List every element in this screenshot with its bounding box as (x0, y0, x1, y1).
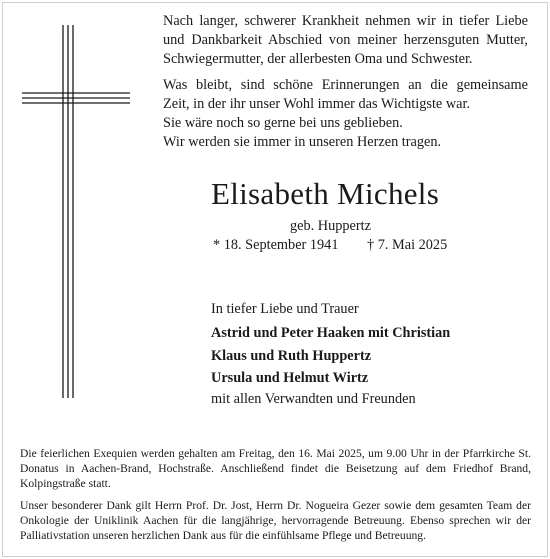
family-member: Astrid und Peter Haaken mit Christian (211, 325, 451, 341)
thanks-note: Unser besonderer Dank gilt Herrn Prof. Dr. Jost, Herrn Dr. Nogueira Gezer sowie dem gesamten Team der Onkologie der Uniklinik Aachen für die langjährige, hervorragende Betreuung. Ebenso sprechen wir der Palliativstation unseren herzlichen Dank aus für die einfühlsame Pflege und Betreuung. (20, 499, 531, 542)
cross-icon (0, 0, 160, 440)
birth-name: geb. Huppertz (290, 218, 371, 234)
other-mourners: mit allen Verwandten und Freunden (211, 391, 416, 407)
intro-line: Zeit, in der ihr unser Wohl immer das Wichtigste war. (163, 96, 471, 112)
intro-line: Nach langer, schwerer Krankheit nehmen wir in tiefer Liebe (163, 13, 528, 29)
family-member: Ursula und Helmut Wirtz (211, 370, 369, 386)
intro-text (163, 12, 528, 152)
birth-date: * 18. September 1941 (213, 237, 339, 253)
death-date: † 7. Mai 2025 (367, 237, 448, 253)
intro-line: und Dankbarkeit Abschied von meiner herzensguten Mutter, (163, 32, 528, 48)
intro-line: Schwiegermutter, der allerbesten Oma und Schwester. (163, 51, 473, 67)
mourners-intro: In tiefer Liebe und Trauer (211, 301, 359, 317)
deceased-name: Elisabeth Michels (211, 176, 440, 211)
intro-line: Sie wäre noch so gerne bei uns geblieben. (163, 115, 403, 131)
intro-line: Wir werden sie immer in unseren Herzen tragen. (163, 134, 442, 150)
family-member: Klaus und Ruth Huppertz (211, 348, 372, 364)
intro-line: Was bleibt, sind schöne Erinnerungen an die gemeinsame (163, 77, 528, 93)
service-info: Die feierlichen Exequien werden gehalten am Freitag, den 16. Mai 2025, um 9.00 Uhr in der Pfarrkirche St. Donatus in Aachen-Brand, Hochstraße. Anschließend findet die Beisetzung auf dem Friedhof Brand, Kolpingstraße statt. (20, 447, 531, 490)
